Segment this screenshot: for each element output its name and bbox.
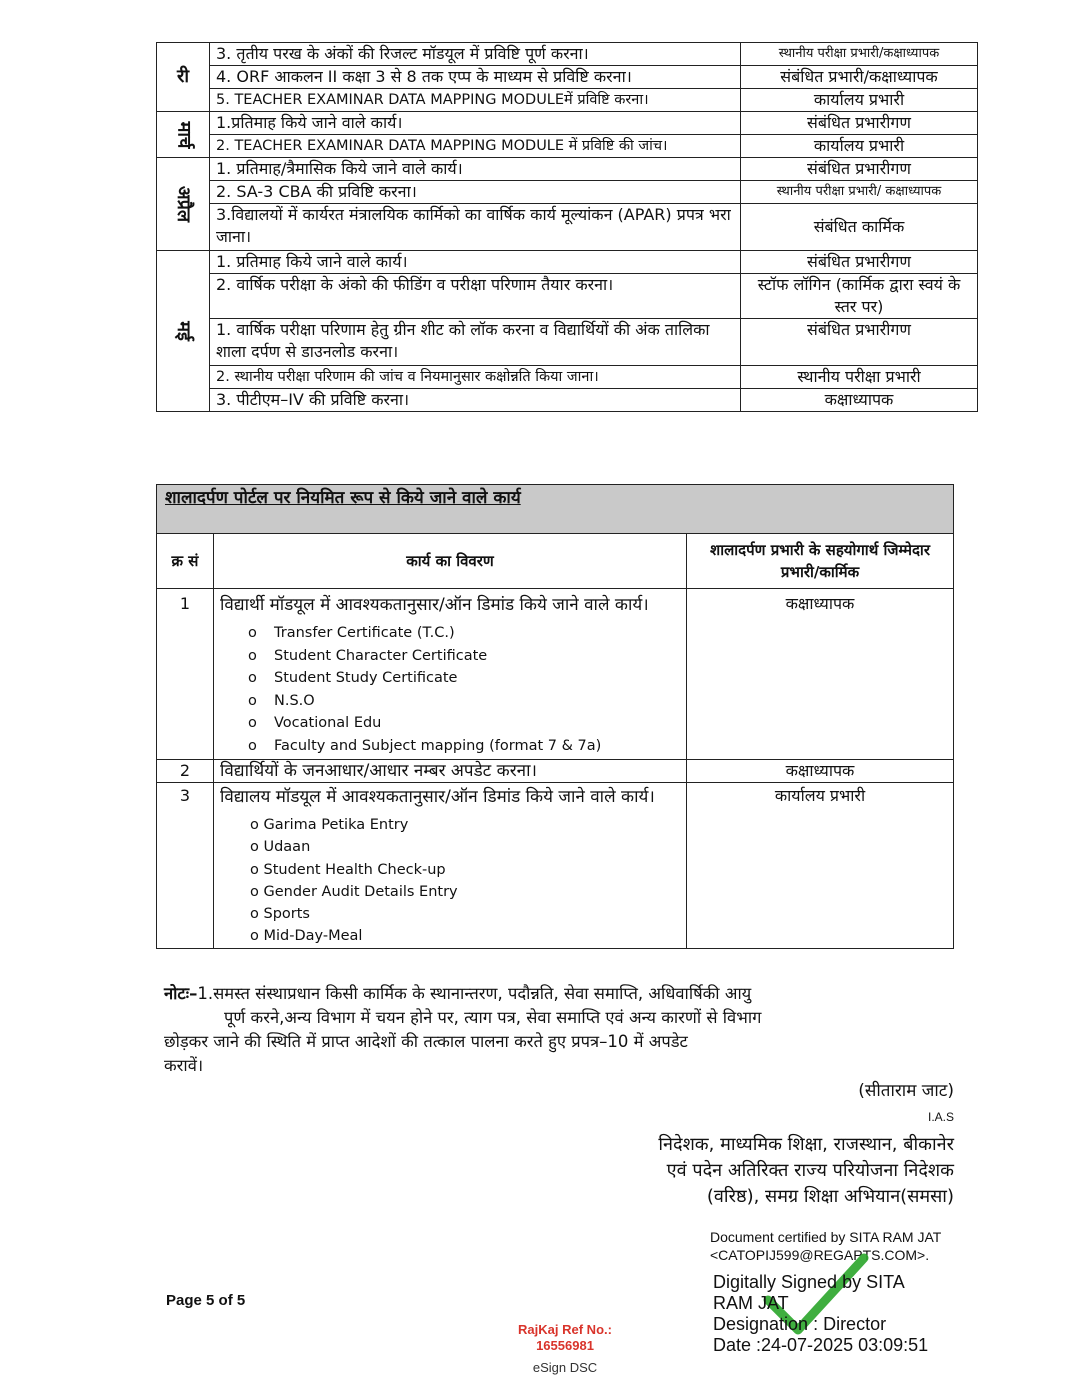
task-text: विद्यालय मॉडयूल में आवश्यकतानुसार/ऑन डिमांड किये जाने वाले कार्य। [220, 787, 655, 807]
responsible-cell: कक्षाध्यापक [687, 589, 954, 760]
responsible-cell: संबंधित कार्मिक [741, 204, 978, 251]
month-cell: री [157, 43, 210, 112]
column-header-no: क्र सं [157, 534, 214, 589]
digital-signature-block: Digitally Signed by SITA RAM JAT Designation : Director Date :24-07-2025 03:09:51 [713, 1272, 929, 1355]
table-row [157, 366, 978, 389]
month-cell [157, 112, 210, 158]
task-cell: 3. पीटीएम–IV की प्रविष्टि करना। [210, 389, 741, 412]
note-line: छोड़कर जाने की स्थिति में प्राप्त आदेशों की तत्काल पालना करते हुए प्रपत्र–10 में अपडेट [164, 1032, 688, 1051]
sub-task-list [220, 814, 680, 948]
responsible-cell: संबंधित प्रभारीगण [741, 112, 978, 135]
responsible-cell: कार्यालय प्रभारी [741, 89, 978, 112]
table-row [157, 760, 954, 783]
responsible-cell: संबंधित प्रभारीगण [741, 158, 978, 181]
table-row [157, 66, 978, 89]
table-row [157, 112, 978, 135]
table-row [157, 251, 978, 274]
page-number: Page 5 of 5 [166, 1292, 246, 1309]
responsible-cell: कार्यालय प्रभारी [741, 135, 978, 158]
responsible-cell: कार्यालय प्रभारी [687, 783, 954, 949]
table-row [157, 589, 954, 760]
column-header-description: कार्य का विवरण [214, 534, 687, 589]
list-item: o Garima Petika Entry [250, 817, 409, 833]
note-line: 1.समस्त संस्थाप्रधान किसी कार्मिक के स्थानान्तरण, पदौन्नति, सेवा समाप्ति, अधिवार्षिकी आयु [197, 984, 752, 1003]
table-row [157, 158, 978, 181]
list-item: o Mid-Day-Meal [250, 928, 363, 945]
task-description: विद्यार्थियों के जनआधार/आधार नम्बर अपडेट करना। [214, 760, 687, 783]
table-heading: शालादर्पण पोर्टल पर नियमित रूप से किये जाने वाले कार्य [157, 485, 954, 534]
responsible-cell: स्थानीय परीक्षा प्रभारी [741, 366, 978, 389]
list-item: o Transfer Certificate (T.C.) [248, 625, 455, 641]
task-cell: 1. वार्षिक परीक्षा परिणाम हेतु ग्रीन शीट को लॉक करना व विद्यार्थियों की अंक तालिका शाला दर्पण से डाउनलोड करना। [210, 319, 741, 366]
table-row [157, 389, 978, 412]
list-item: o Student Health Check-up [250, 861, 446, 878]
signatory-name: (सीताराम जाट) [858, 1081, 954, 1101]
rajkaj-reference: RajKaj Ref No.: 16556981 [518, 1322, 612, 1353]
task-cell: 1. प्रतिमाह किये जाने वाले कार्य। [210, 251, 741, 274]
month-cell [157, 158, 210, 251]
task-description [214, 589, 687, 760]
signatory-designation: एवं पदेन अतिरिक्त राज्य परियोजना निदेशक [666, 1160, 954, 1181]
task-text: विद्यार्थी मॉडयूल में आवश्यकतानुसार/ऑन डिमांड किये जाने वाले कार्य। [220, 595, 649, 615]
signatory-designation: निदेशक, माध्यमिक शिक्षा, राजस्थान, बीकानेर [658, 1134, 954, 1155]
list-item: o Faculty and Subject mapping (format 7 & 7a) [248, 737, 602, 754]
table-row [157, 783, 954, 949]
list-item: o Sports [250, 906, 310, 923]
list-item: o Udaan [250, 839, 311, 856]
table-row [157, 181, 978, 204]
task-cell: 1.प्रतिमाह किये जाने वाले कार्य। [210, 112, 741, 135]
list-item: o Student Study Certificate [248, 670, 458, 686]
task-cell: 2. TEACHER EXAMINAR DATA MAPPING MODULE में प्रविष्टि की जांच। [210, 135, 741, 158]
table-row [157, 319, 978, 366]
sub-task-list [220, 622, 680, 757]
column-header-responsible: शालादर्पण प्रभारी के सहयोगार्थ जिम्मेदार प्रभारी/कार्मिक [687, 534, 954, 589]
row-number: 1 [157, 589, 214, 760]
month-label: मई [172, 321, 194, 341]
task-cell: 2. वार्षिक परीक्षा के अंको की फीडिंग व परीक्षा परिणाम तैयार करना। [210, 274, 741, 319]
list-item: o Student Character Certificate [248, 647, 488, 664]
table-row [157, 89, 978, 112]
responsible-cell: कक्षाध्यापक [741, 389, 978, 412]
task-description [214, 783, 687, 949]
note-label: नोटः– [164, 984, 198, 1003]
task-cell: 2. SA-3 CBA की प्रविष्टि करना। [210, 181, 741, 204]
responsible-cell: संबंधित प्रभारी/कक्षाध्यापक [741, 66, 978, 89]
task-cell: 1. प्रतिमाह/त्रैमासिक किये जाने वाले कार्य। [210, 158, 741, 181]
monthly-schedule-table [156, 42, 978, 412]
task-cell: 3.विद्यालयों में कार्यरत मंत्रालयिक कार्मिको का वार्षिक कार्य मूल्यांकन (APAR) प्रपत्र भरा जाना। [210, 204, 741, 251]
row-number: 3 [157, 783, 214, 949]
list-item: o Vocational Edu [248, 715, 382, 731]
task-cell: 4. ORF आकलन II कक्षा 3 से 8 तक एप्प के माध्यम से प्रविष्टि करना। [210, 66, 741, 89]
month-label: अप्रैल [172, 185, 194, 223]
note-line: करावें। [164, 1056, 204, 1075]
task-cell: 3. तृतीय परख के अंकों की रिजल्ट मॉडयूल में प्रविष्टि पूर्ण करना। [210, 43, 741, 66]
month-cell [157, 251, 210, 412]
task-cell: 2. स्थानीय परीक्षा परिणाम की जांच व नियमानुसार कक्षोन्नति किया जाना। [210, 366, 741, 389]
signatory-service: I.A.S [927, 1110, 954, 1124]
certification-text: Document certified by SITA RAM JAT <CATOPIJ599@REGAPTS.COM>. [710, 1229, 942, 1263]
responsible-cell: संबंधित प्रभारीगण [741, 319, 978, 366]
row-number: 2 [157, 760, 214, 783]
table-row [157, 204, 978, 251]
task-cell: 5. TEACHER EXAMINAR DATA MAPPING MODULEमें प्रविष्टि करना। [210, 89, 741, 112]
month-label: मार्च [172, 121, 194, 148]
table-row [157, 274, 978, 319]
regular-tasks-table [156, 484, 954, 949]
note-line: पूर्ण करने,अन्य विभाग में चयन होने पर, त्याग पत्र, सेवा समाप्ति एवं अन्य कारणों से विभाग [224, 1008, 762, 1027]
table-row [157, 43, 978, 66]
list-item: o Gender Audit Details Entry [250, 883, 458, 900]
note-block [164, 982, 904, 1078]
esign-label: eSign DSC [532, 1360, 598, 1375]
table-row [157, 135, 978, 158]
responsible-cell: स्थानीय परीक्षा प्रभारी/ कक्षाध्यापक [741, 181, 978, 204]
list-item: o N.S.O [248, 692, 315, 709]
responsible-cell: स्टॉफ लॉगिन (कार्मिक द्वारा स्वयं के स्तर पर) [741, 274, 978, 319]
responsible-cell: स्थानीय परीक्षा प्रभारी/कक्षाध्यापक [741, 43, 978, 66]
responsible-cell: कक्षाध्यापक [687, 760, 954, 783]
responsible-cell: संबंधित प्रभारीगण [741, 251, 978, 274]
signatory-designation: (वरिष्ठ), समग्र शिक्षा अभियान(समसा) [706, 1186, 954, 1207]
